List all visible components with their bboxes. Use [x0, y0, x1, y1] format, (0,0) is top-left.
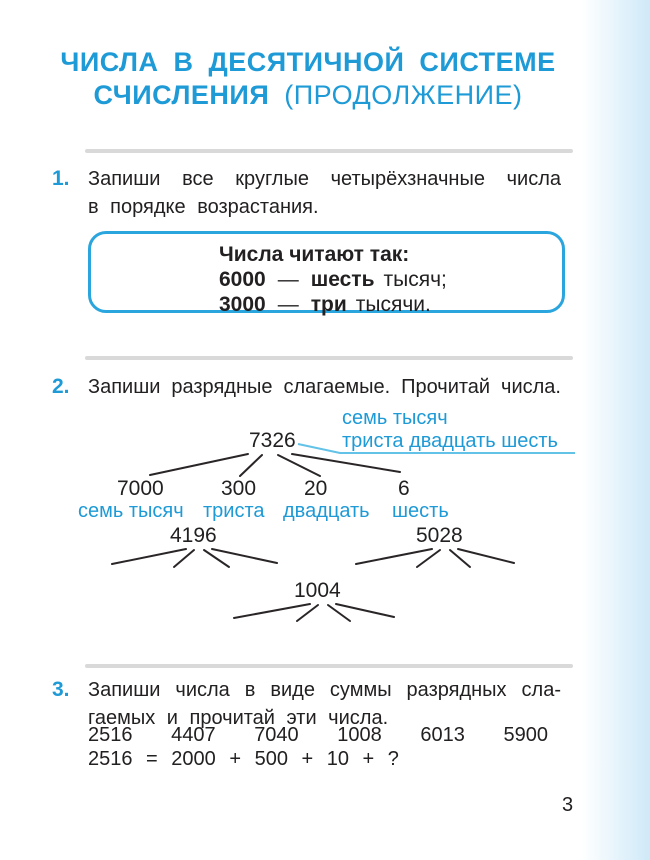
exercise-3-text-line2: гаемых и прочитай эти числа. [88, 707, 389, 729]
rule-word-bold: шесть [310, 268, 375, 291]
exercise-3-equation: 2516 = 2000 + 500 + 10 + ? [88, 748, 399, 770]
addend-20: 20 [304, 477, 328, 500]
exercise-1-text-line1: Запиши все круглые четырёхзначные числа [88, 168, 561, 190]
tree-root-1004: 1004 [294, 579, 341, 602]
number-item: 1008 [337, 724, 382, 746]
chapter-title-line2-regular: (ПРОДОЛЖЕНИЕ) [284, 80, 523, 110]
exercise-2-number: 2. [52, 375, 70, 398]
rule-dash: — [277, 268, 299, 291]
exercise-3-number: 3. [52, 678, 70, 701]
tree-root-4196: 4196 [170, 524, 217, 547]
reading-rule-heading: Числа читают так: [219, 243, 410, 266]
rule-word-rest: тысячи. [355, 293, 431, 316]
number-item: 7040 [254, 724, 299, 746]
rule-word-bold: три [310, 293, 347, 316]
rule-number: 3000 [219, 293, 266, 316]
reading-label-line2: триста двадцать шесть [342, 430, 558, 452]
exercise-1-number: 1. [52, 167, 70, 190]
chapter-title-line2-bold: СЧИСЛЕНИЯ [93, 80, 270, 110]
section-divider [85, 149, 573, 153]
exercise-3-numbers [88, 724, 548, 747]
addend-300: 300 [221, 477, 257, 500]
rule-number: 6000 [219, 268, 266, 291]
rule-word-rest: тысяч; [383, 268, 447, 291]
tree-root-5028: 5028 [416, 524, 463, 547]
page-number: 3 [562, 794, 574, 816]
number-item: 4407 [171, 724, 216, 746]
exercise-1-text-line2: в порядке возрастания. [88, 196, 319, 218]
addend-6: 6 [398, 477, 410, 500]
addend-word-1: семь тысяч [78, 500, 184, 522]
tree-root-7326: 7326 [249, 429, 296, 452]
chapter-title [28, 46, 588, 112]
addend-7000: 7000 [117, 477, 164, 500]
number-item: 5900 [503, 724, 548, 746]
section-divider [85, 356, 573, 360]
rule-dash: — [277, 293, 299, 316]
page-edge-gradient [582, 0, 650, 860]
exercise-2-text [88, 373, 561, 401]
number-item: 6013 [420, 724, 465, 746]
exercise-1-text [88, 165, 561, 221]
number-item: 2516 [88, 724, 133, 746]
reading-rule-box [88, 231, 565, 316]
addend-word-2: триста [203, 500, 265, 522]
reading-rule-content [91, 234, 562, 317]
exercise-2-text-line1: Запиши разрядные слагаемые. Прочитай числа. [88, 376, 561, 398]
section-divider [85, 664, 573, 668]
reading-rule-row [219, 292, 562, 317]
reading-label-line1: семь тысяч [342, 407, 448, 429]
addend-word-3: двадцать [283, 500, 370, 522]
reading-rule-row [219, 267, 562, 292]
exercise-3-text-line1: Запиши числа в виде суммы разрядных сла- [88, 679, 561, 701]
chapter-title-line1: ЧИСЛА В ДЕСЯТИЧНОЙ СИСТЕМЕ [60, 47, 556, 77]
addend-word-4: шесть [392, 500, 449, 522]
